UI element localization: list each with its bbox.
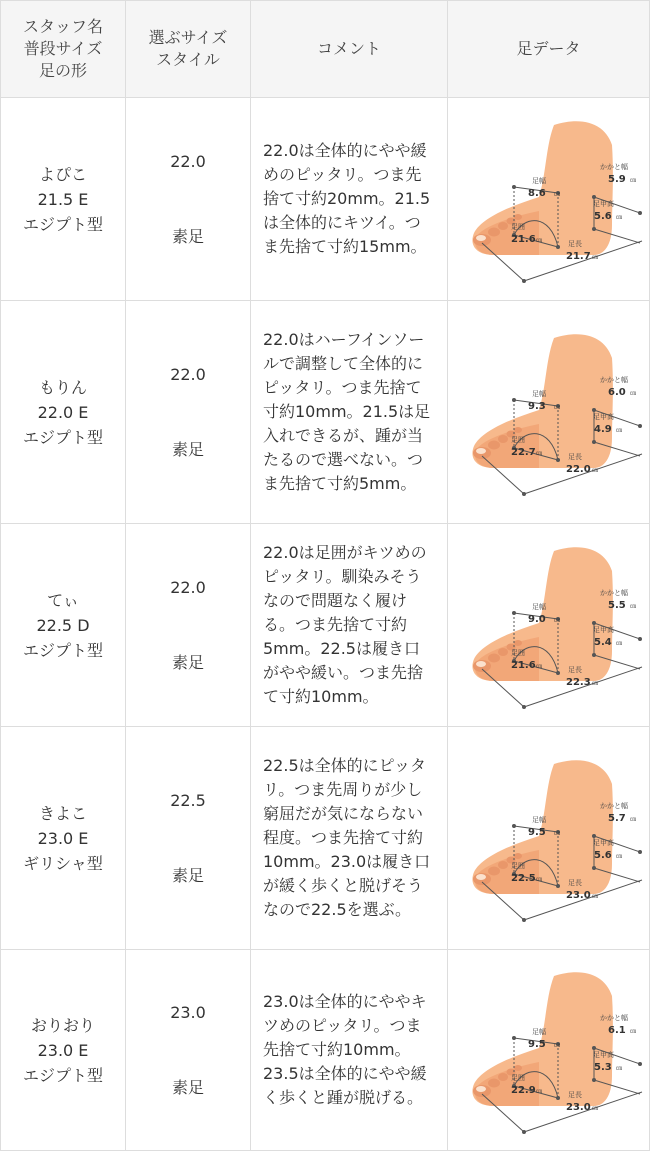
staff-cell: [1, 950, 126, 1151]
heel-value: 5.7: [607, 812, 626, 824]
width-value: 9.0: [527, 613, 546, 625]
wear-style: 素足: [171, 440, 204, 459]
instep-value: 5.4: [593, 636, 612, 648]
length-value: 23.0: [565, 889, 591, 901]
header-feet: 足データ: [448, 1, 650, 98]
heel-unit: ㎝: [629, 176, 636, 184]
table-row: [1, 98, 650, 301]
instep-label: 足甲高: [592, 838, 614, 847]
size-cell: [126, 524, 251, 727]
girth-label: 足囲: [510, 861, 525, 870]
chosen-size: 22.0: [170, 578, 206, 597]
heel-label: かかと幅: [599, 588, 628, 597]
foot-data-cell: [448, 98, 650, 301]
length-value: 22.0: [565, 463, 591, 475]
heel-label: かかと幅: [599, 1013, 628, 1022]
girth-value: 22.5: [510, 872, 536, 884]
comment-cell: 22.5は全体的にピッタリ。つま先周りが少し窮屈だが気にならない程度。つま先捨て寸約10mm。23.0は履き口が緩く歩くと脱げそうなので22.5を選ぶ。: [251, 727, 448, 950]
instep-label: 足甲高: [592, 412, 614, 421]
girth-unit: ㎝: [535, 449, 542, 457]
heel-value: 5.9: [607, 173, 626, 185]
heel-unit: ㎝: [629, 602, 636, 610]
wear-style: 素足: [171, 866, 204, 885]
heel-unit: ㎝: [629, 389, 636, 397]
girth-label: 足囲: [510, 1073, 525, 1082]
girth-value: 21.6: [510, 233, 536, 245]
size-cell: [126, 301, 251, 524]
width-label: 足幅: [531, 602, 546, 611]
heel-unit: ㎝: [629, 815, 636, 823]
instep-unit: ㎝: [615, 852, 622, 860]
length-label: 足長: [567, 452, 582, 461]
length-unit: ㎝: [591, 253, 598, 261]
heel-label: かかと幅: [599, 801, 628, 810]
staff-info: よぴこ 21.5 E エジプト型: [22, 164, 103, 234]
table-row: [1, 950, 650, 1151]
wear-style: 素足: [171, 1078, 204, 1097]
instep-label: 足甲高: [592, 1050, 614, 1059]
width-label: 足幅: [531, 815, 546, 824]
girth-unit: ㎝: [535, 236, 542, 244]
width-value: 9.5: [527, 826, 546, 838]
instep-unit: ㎝: [615, 426, 622, 434]
width-unit: ㎝: [553, 403, 560, 411]
instep-unit: ㎝: [615, 1064, 622, 1072]
comment-cell: 22.0は全体的にやや緩めのピッタリ。つま先捨て寸約20mm。21.5は全体的にキツイ。つま先捨て寸約15mm。: [251, 98, 448, 301]
comment-cell: 23.0は全体的にややキツめのピッタリ。つま先捨て寸約10mm。23.5は全体的にやや緩く歩くと踵が脱げる。: [251, 950, 448, 1151]
heel-value: 5.5: [607, 599, 626, 611]
foot-data-cell: [448, 301, 650, 524]
width-label: 足幅: [531, 176, 546, 185]
staff-info: てぃ 22.5 D エジプト型: [22, 590, 103, 660]
foot-diagram: [454, 531, 644, 716]
size-cell: [126, 950, 251, 1151]
chosen-size: 23.0: [170, 1003, 206, 1022]
wear-style: 素足: [171, 653, 204, 672]
girth-label: 足囲: [510, 222, 525, 231]
length-label: 足長: [567, 1090, 582, 1099]
length-value: 21.7: [565, 250, 591, 262]
staff-info: もりん 22.0 E エジプト型: [22, 377, 103, 447]
instep-unit: ㎝: [615, 639, 622, 647]
chosen-size: 22.0: [170, 152, 206, 171]
foot-diagram: [454, 956, 644, 1141]
girth-label: 足囲: [510, 435, 525, 444]
heel-value: 6.0: [607, 386, 626, 398]
table-row: [1, 524, 650, 727]
chosen-size: 22.0: [170, 365, 206, 384]
girth-value: 22.9: [510, 1084, 536, 1096]
heel-label: かかと幅: [599, 162, 628, 171]
width-unit: ㎝: [553, 1041, 560, 1049]
instep-unit: ㎝: [615, 213, 622, 221]
instep-value: 4.9: [593, 423, 612, 435]
size-cell: [126, 98, 251, 301]
comment-cell: 22.0は足囲がキツめのピッタリ。馴染みそうなので問題なく履ける。つま先捨て寸約5mm。22.5は履き口がやや緩い。つま先捨て寸約10mm。: [251, 524, 448, 727]
staff-info: きよこ 23.0 E ギリシャ型: [23, 803, 103, 873]
header-comment: コメント: [251, 1, 448, 98]
foot-data-cell: [448, 950, 650, 1151]
girth-unit: ㎝: [535, 662, 542, 670]
table-row: [1, 727, 650, 950]
staff-cell: [1, 524, 126, 727]
width-unit: ㎝: [553, 829, 560, 837]
girth-label: 足囲: [510, 648, 525, 657]
length-label: 足長: [567, 878, 582, 887]
width-label: 足幅: [531, 389, 546, 398]
length-value: 23.0: [565, 1101, 591, 1113]
length-value: 22.3: [565, 676, 591, 688]
staff-info: おりおり 23.0 E エジプト型: [22, 1015, 103, 1085]
width-label: 足幅: [531, 1027, 546, 1036]
staff-cell: [1, 98, 126, 301]
girth-value: 22.7: [510, 446, 536, 458]
instep-value: 5.6: [593, 210, 612, 222]
girth-value: 21.6: [510, 659, 536, 671]
instep-value: 5.3: [593, 1061, 612, 1073]
length-unit: ㎝: [591, 892, 598, 900]
size-cell: [126, 727, 251, 950]
table-row: [1, 301, 650, 524]
girth-unit: ㎝: [535, 1087, 542, 1095]
width-value: 9.3: [527, 400, 546, 412]
length-label: 足長: [567, 239, 582, 248]
heel-unit: ㎝: [629, 1027, 636, 1035]
foot-data-cell: [448, 727, 650, 950]
header-row: [1, 1, 650, 98]
foot-data-cell: [448, 524, 650, 727]
instep-value: 5.6: [593, 849, 612, 861]
width-unit: ㎝: [553, 616, 560, 624]
width-value: 9.5: [527, 1038, 546, 1050]
chosen-size: 22.5: [170, 791, 206, 810]
wear-style: 素足: [171, 227, 204, 246]
instep-label: 足甲高: [592, 199, 614, 208]
header-name: スタッフ名 普段サイズ 足の形: [1, 1, 126, 98]
width-value: 8.6: [527, 187, 546, 199]
width-unit: ㎝: [553, 190, 560, 198]
length-unit: ㎝: [591, 466, 598, 474]
length-label: 足長: [567, 665, 582, 674]
length-unit: ㎝: [591, 1104, 598, 1112]
heel-value: 6.1: [607, 1024, 626, 1036]
header-style: 選ぶサイズ スタイル: [126, 1, 251, 98]
staff-cell: [1, 727, 126, 950]
instep-label: 足甲高: [592, 625, 614, 634]
foot-diagram: [454, 744, 644, 929]
staff-cell: [1, 301, 126, 524]
foot-diagram: [454, 105, 644, 290]
heel-label: かかと幅: [599, 375, 628, 384]
length-unit: ㎝: [591, 679, 598, 687]
foot-diagram: [454, 318, 644, 503]
comment-cell: 22.0はハーフインソールで調整して全体的にピッタリ。つま先捨て寸約10mm。21.5は足入れできるが、踵が当たるので選べない。つま先捨て寸約5mm。: [251, 301, 448, 524]
girth-unit: ㎝: [535, 875, 542, 883]
